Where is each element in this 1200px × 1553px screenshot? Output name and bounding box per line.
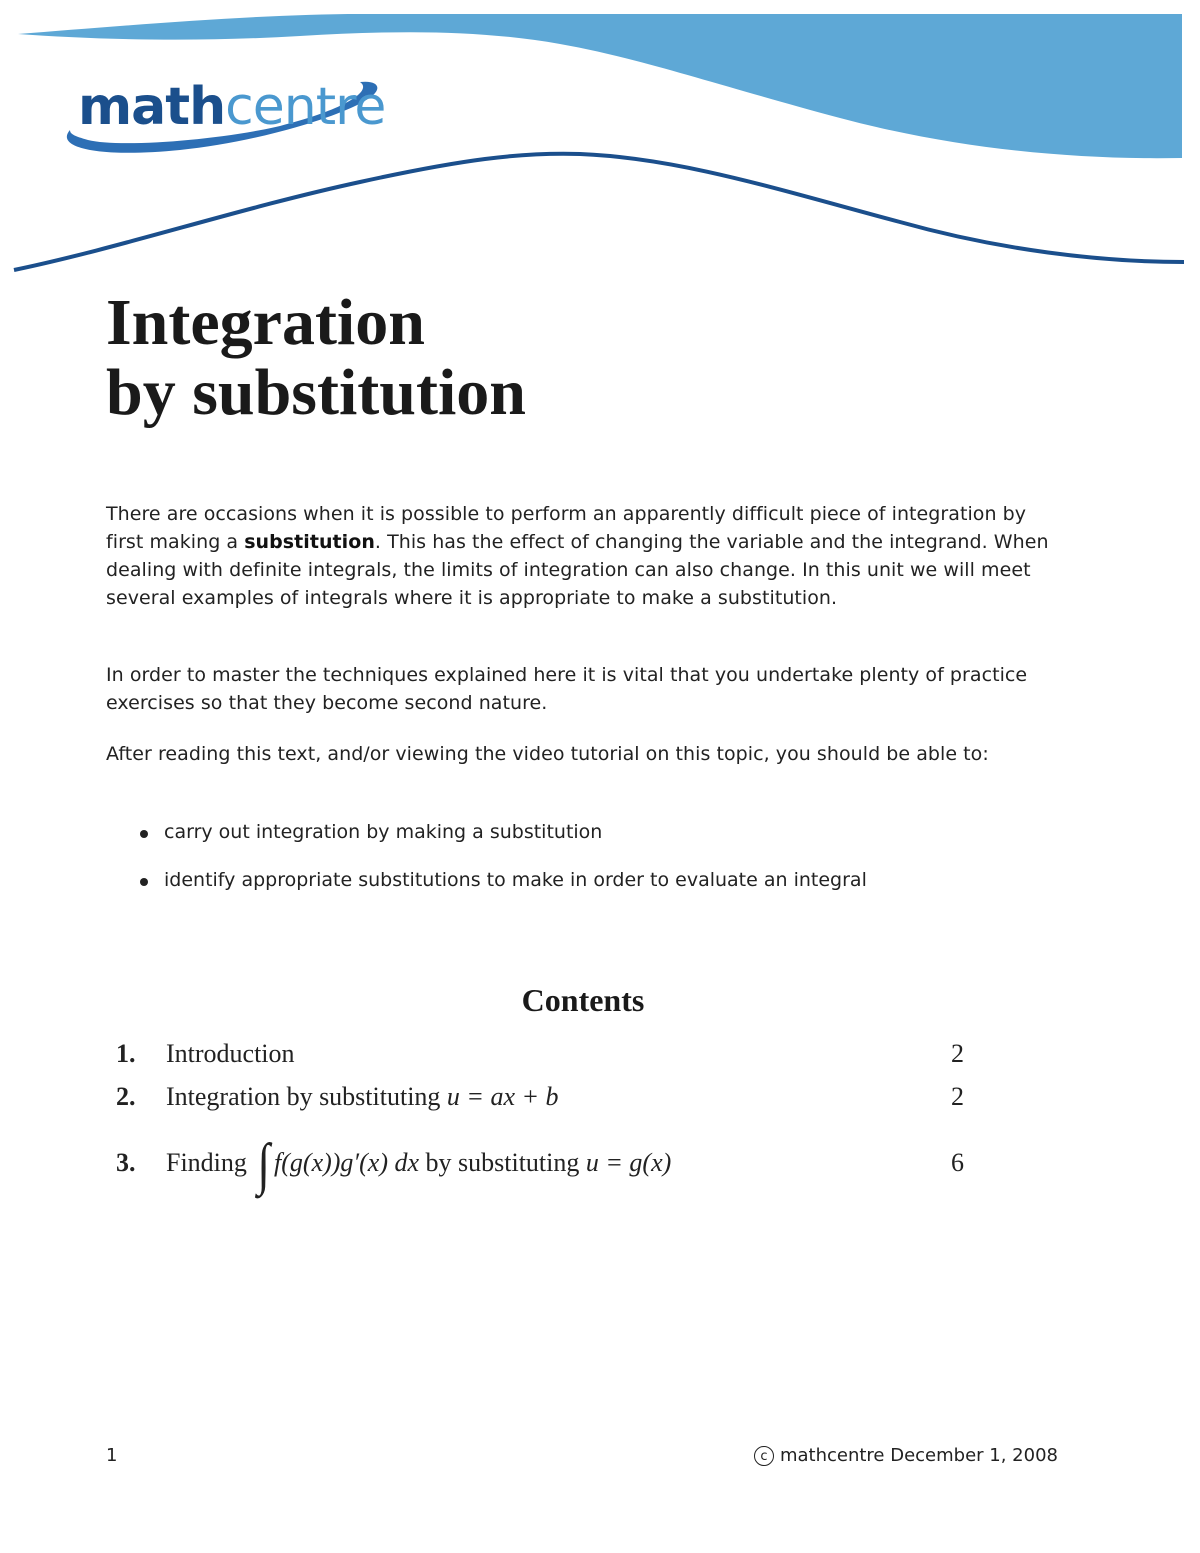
intro-paragraph <box>106 500 1066 612</box>
outcomes-lead: After reading this text, and/or viewing the video tutorial on this topic, you should be able to: <box>106 743 989 765</box>
toc-entry-3[interactable] <box>116 1131 964 1196</box>
logo-text-math: math <box>78 77 226 137</box>
toc-number: 3. <box>116 1148 136 1177</box>
title-line-2: by substitution <box>106 356 527 429</box>
logo <box>78 72 385 142</box>
toc-entry-1[interactable] <box>116 1034 964 1074</box>
toc-number: 1. <box>116 1039 136 1068</box>
toc-page: 2 <box>951 1082 964 1111</box>
banner-dark-line <box>14 154 1184 270</box>
list-item: identify appropriate substitutions to make in order to evaluate an integral <box>136 866 867 894</box>
practice-paragraph: In order to master the techniques explained here it is vital that you undertake plenty of practice exercises so that they become second nature. <box>106 664 1028 714</box>
toc-title: Introduction <box>166 1039 295 1068</box>
intro-text-before: There are occasions when it is possible to perform an apparently difficult piece of integration by first making a <box>106 503 1027 553</box>
copyright-text: mathcentre December 1, 2008 <box>779 1445 1058 1466</box>
learning-outcomes-list <box>136 818 867 914</box>
toc-entry-2[interactable] <box>116 1077 964 1117</box>
contents-heading: Contents <box>521 982 645 1018</box>
integral-sign: ∫ <box>257 1131 271 1196</box>
toc-number: 2. <box>116 1082 136 1111</box>
copyright-notice <box>754 1442 1058 1470</box>
title-line-1: Integration <box>106 286 425 359</box>
toc-page: 2 <box>951 1039 964 1068</box>
toc-title-text: Finding <box>166 1148 254 1177</box>
toc-title <box>166 1077 559 1117</box>
list-item: carry out integration by making a substitution <box>136 818 867 846</box>
toc-title-math: u = ax + b <box>446 1082 559 1111</box>
toc-title <box>166 1131 672 1196</box>
intro-text-after: . This has the effect of changing the variable and the integrand. When dealing with definite integrals, the limits of integration can also change. In this unit we will meet several examples of integrals where it is appropriate to make a substitution. <box>106 531 1049 609</box>
toc-title-math: f(g(x))g′(x) dx <box>274 1148 420 1177</box>
toc-title-text-mid: by substituting <box>419 1148 586 1177</box>
intro-bold-term: substitution <box>244 531 375 553</box>
page-number: 1 <box>106 1445 118 1466</box>
copyright-icon: c <box>754 1446 774 1466</box>
logo-text-centre: centre <box>225 77 386 137</box>
page-title <box>106 288 526 428</box>
toc-title-text: Integration by substituting <box>166 1082 447 1111</box>
toc-page: 6 <box>951 1148 964 1177</box>
toc-title-math-2: u = g(x) <box>585 1148 672 1177</box>
